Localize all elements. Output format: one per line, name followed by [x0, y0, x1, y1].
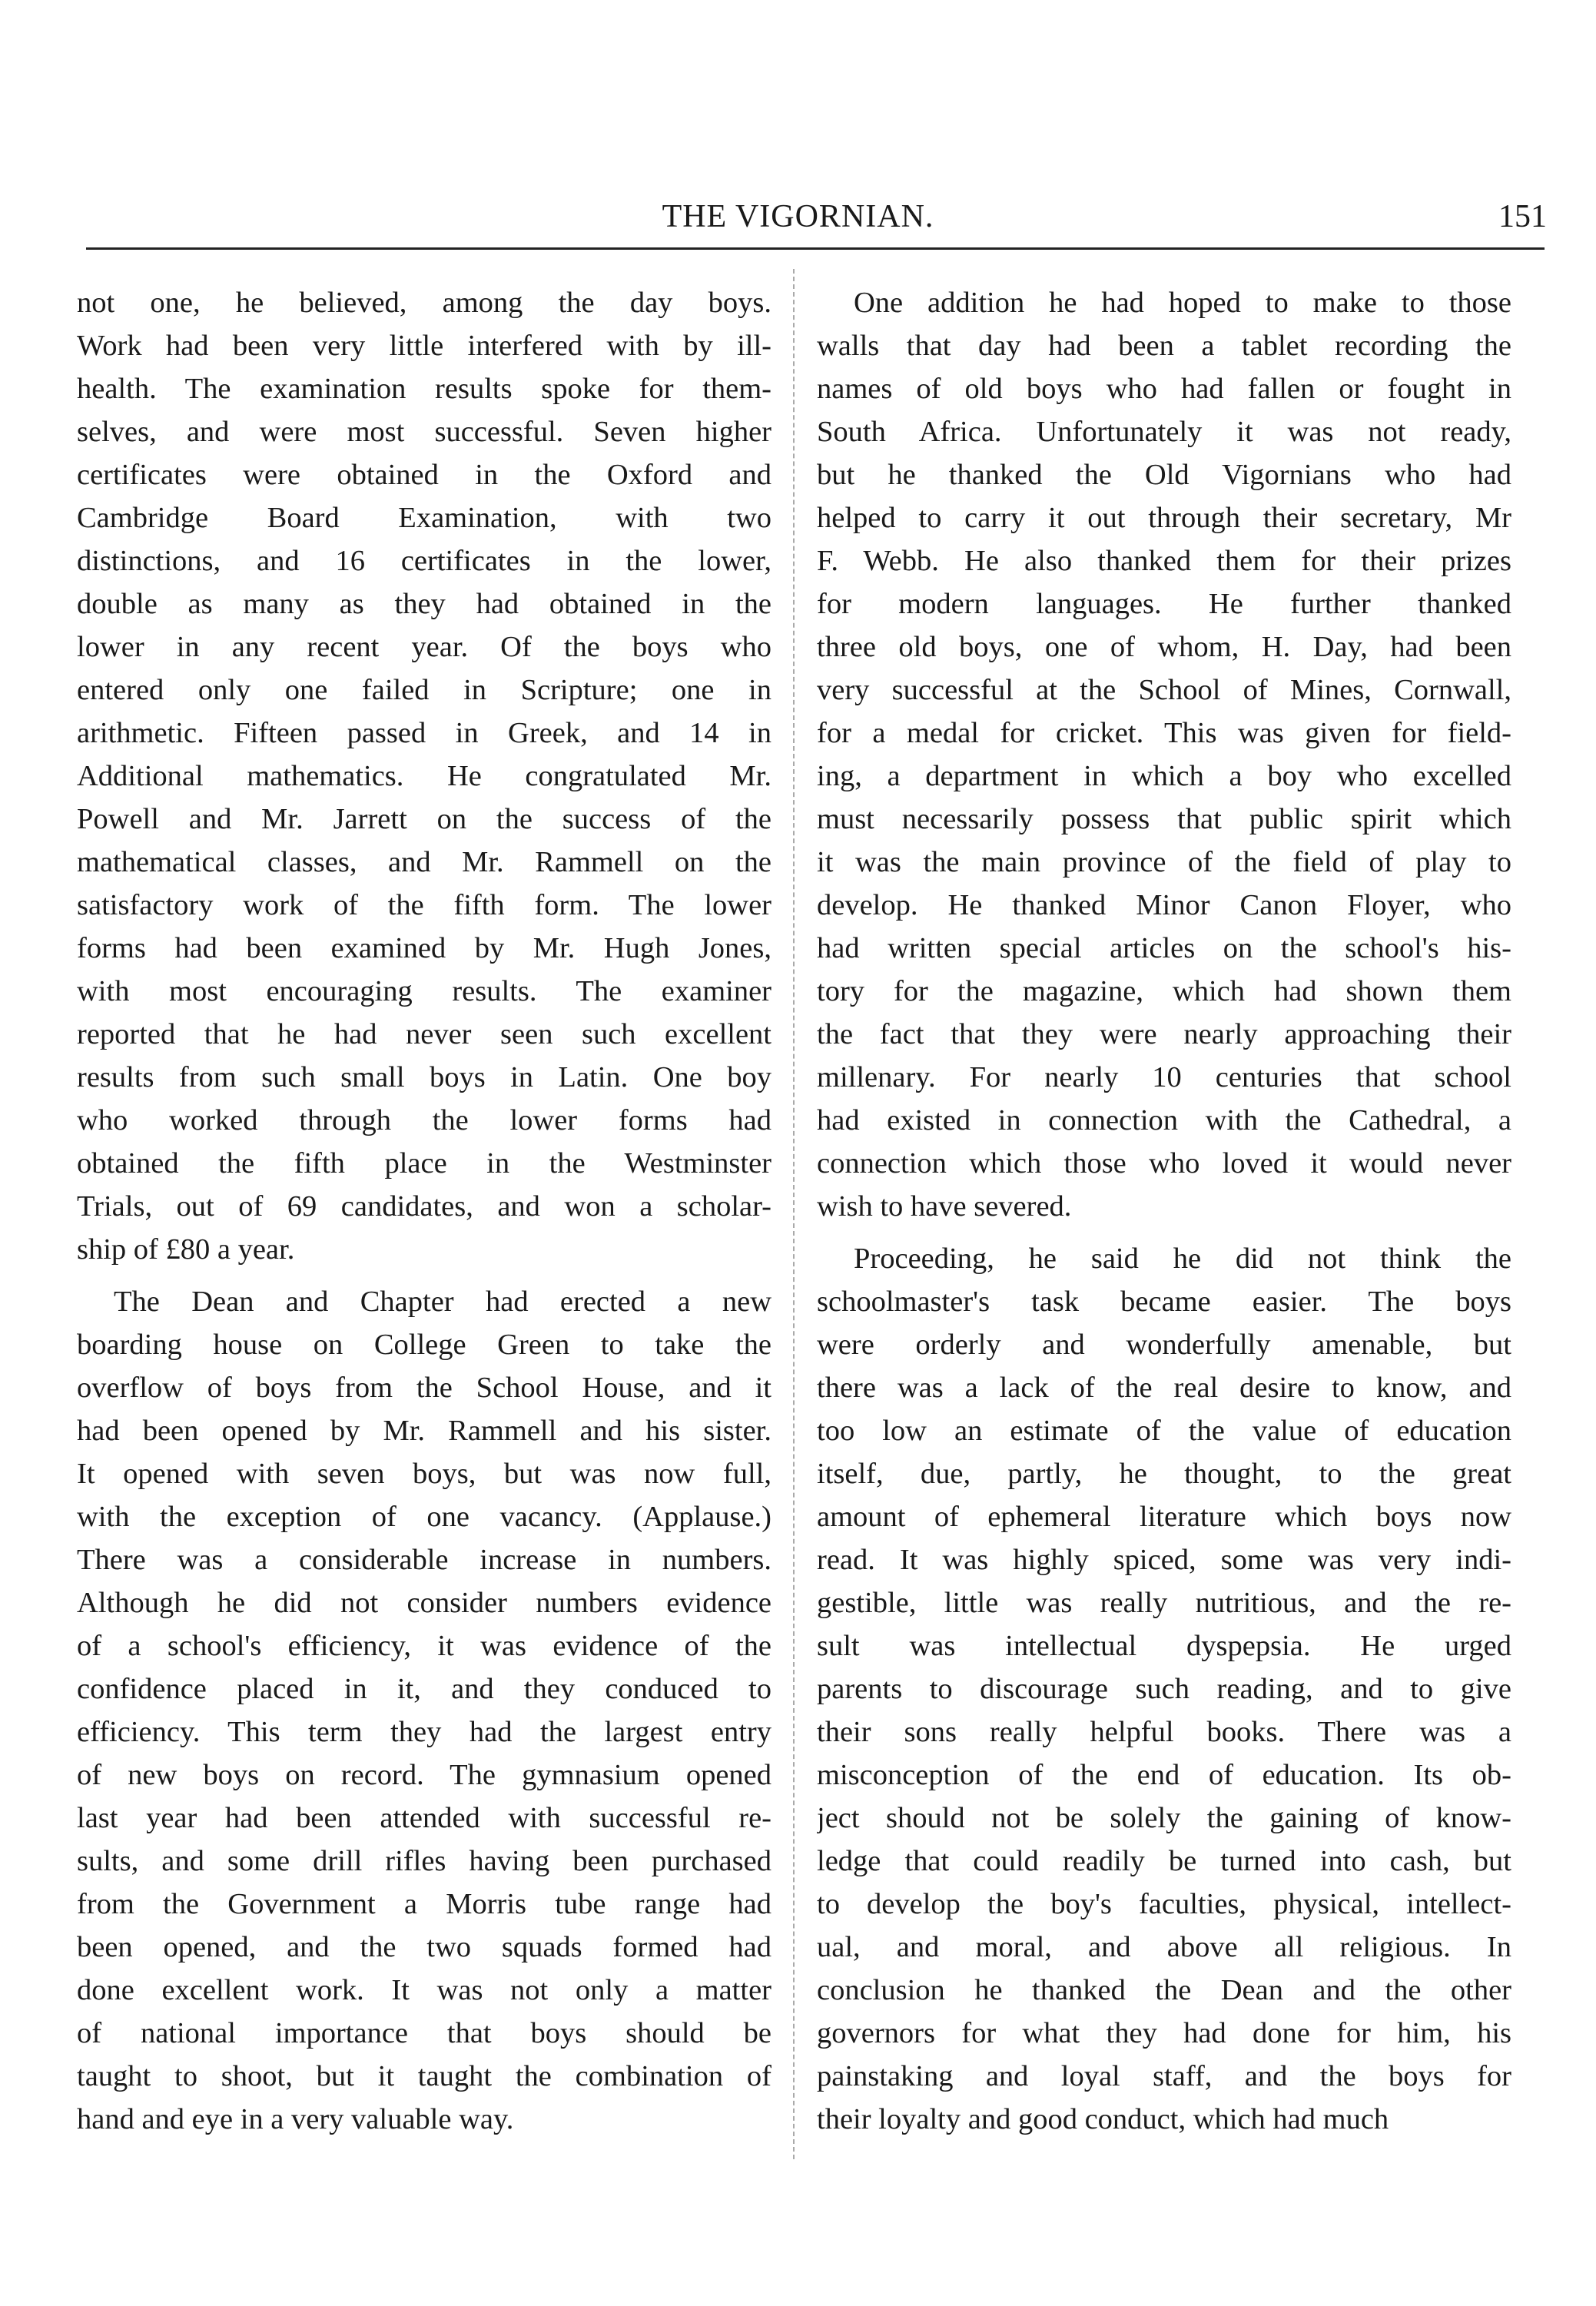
text-line: with most encouraging results. The examiner [77, 975, 771, 1007]
text-line: three old boys, one of whom, H. Day, had been [817, 631, 1511, 663]
text-line: ship of £80 a year. [77, 1233, 295, 1266]
text-line: efficiency. This term they had the largest entry [77, 1716, 771, 1748]
paragraph [77, 281, 771, 1271]
text-line: health. The examination results spoke for them- [77, 373, 771, 405]
text-line: selves, and were most successful. Seven higher [77, 416, 771, 448]
running-head-title: THE VIGORNIAN. [662, 199, 934, 234]
text-line: arithmetic. Fifteen passed in Greek, and 14 in [77, 717, 771, 749]
text-line: South Africa. Unfortunately it was not ready, [817, 416, 1511, 448]
text-line: mathematical classes, and Mr. Rammell on the [77, 846, 771, 878]
text-line: helped to carry it out through their secretary, Mr [817, 502, 1511, 534]
text-line: Trials, out of 69 candidates, and won a scholar- [77, 1190, 771, 1223]
text-line: of new boys on record. The gymnasium opened [77, 1759, 771, 1791]
text-line: for modern languages. He further thanked [817, 588, 1511, 620]
paragraph [817, 281, 1511, 1228]
text-line: One addition he had hoped to make to those [854, 287, 1511, 319]
text-line: done excellent work. It was not only a matter [77, 1974, 771, 2006]
text-line: were orderly and wonderfully amenable, but [817, 1329, 1511, 1361]
text-line: sults, and some drill rifles having been purchased [77, 1845, 771, 1877]
text-line: walls that day had been a tablet recording the [817, 330, 1511, 362]
text-line: Cambridge Board Examination, with two [77, 502, 771, 534]
text-line: Additional mathematics. He congratulated Mr. [77, 760, 771, 792]
text-line: from the Government a Morris tube range had [77, 1888, 771, 1920]
text-line: Proceeding, he said he did not think the [854, 1243, 1511, 1275]
text-line: of national importance that boys should be [77, 2017, 771, 2049]
text-line: connection which those who loved it would never [817, 1147, 1511, 1180]
text-line: had written special articles on the school's his- [817, 932, 1511, 964]
text-line: overflow of boys from the School House, and it [77, 1372, 771, 1404]
text-line: their loyalty and good conduct, which had much [817, 2103, 1389, 2135]
text-line: must necessarily possess that public spirit which [817, 803, 1511, 835]
text-line: to develop the boy's faculties, physical, intellect- [817, 1888, 1511, 1920]
text-line: not one, he believed, among the day boys. [77, 287, 771, 319]
text-line: lower in any recent year. Of the boys who [77, 631, 771, 663]
text-line: governors for what they had done for him, his [817, 2017, 1511, 2049]
text-line: there was a lack of the real desire to know, and [817, 1372, 1511, 1404]
text-line: The Dean and Chapter had erected a new [114, 1286, 771, 1318]
text-line: ing, a department in which a boy who excelled [817, 760, 1511, 792]
text-line: forms had been examined by Mr. Hugh Jones, [77, 932, 771, 964]
text-line: had been opened by Mr. Rammell and his sister. [77, 1415, 771, 1447]
text-line: Powell and Mr. Jarrett on the success of the [77, 803, 771, 835]
text-line: taught to shoot, but it taught the combination of [77, 2060, 771, 2092]
text-line: been opened, and the two squads formed had [77, 1931, 771, 1963]
text-line: Although he did not consider numbers evidence [77, 1587, 771, 1619]
text-line: parents to discourage such reading, and to give [817, 1673, 1511, 1705]
text-line: very successful at the School of Mines, Cornwall, [817, 674, 1511, 706]
text-line: with the exception of one vacancy. (Applause.) [77, 1501, 771, 1533]
paragraph [817, 1237, 1511, 2141]
text-line: tory for the magazine, which had shown them [817, 975, 1511, 1007]
text-line: names of old boys who had fallen or fought in [817, 373, 1511, 405]
text-line: too low an estimate of the value of education [817, 1415, 1511, 1447]
text-line: entered only one failed in Scripture; one in [77, 674, 771, 706]
text-line: certificates were obtained in the Oxford and [77, 459, 771, 491]
text-line: last year had been attended with successful re- [77, 1802, 771, 1834]
text-line: develop. He thanked Minor Canon Floyer, who [817, 889, 1511, 921]
text-line: ject should not be solely the gaining of know- [817, 1802, 1511, 1834]
text-line: of a school's efficiency, it was evidence of the [77, 1630, 771, 1662]
text-line: millenary. For nearly 10 centuries that school [817, 1061, 1511, 1093]
text-line: obtained the fifth place in the Westminster [77, 1147, 771, 1180]
text-line: for a medal for cricket. This was given for field- [817, 717, 1511, 749]
text-line: There was a considerable increase in numbers. [77, 1544, 771, 1576]
text-line: painstaking and loyal staff, and the boys for [817, 2060, 1511, 2092]
text-line: results from such small boys in Latin. One boy [77, 1061, 771, 1093]
text-line: conclusion he thanked the Dean and the other [817, 1974, 1511, 2006]
text-line: amount of ephemeral literature which boys now [817, 1501, 1511, 1533]
text-line: sult was intellectual dyspepsia. He urged [817, 1630, 1511, 1662]
page-number: 151 [1498, 199, 1547, 234]
text-line: reported that he had never seen such excellent [77, 1018, 771, 1050]
text-line: ledge that could readily be turned into cash, but [817, 1845, 1511, 1877]
text-line: hand and eye in a very valuable way. [77, 2103, 514, 2135]
text-line: their sons really helpful books. There was a [817, 1716, 1511, 1748]
right-column [817, 281, 1511, 2150]
text-line: It opened with seven boys, but was now full, [77, 1458, 771, 1490]
column-divider [793, 269, 795, 2159]
text-line: but he thanked the Old Vigornians who had [817, 459, 1511, 491]
text-line: itself, due, partly, he thought, to the great [817, 1458, 1511, 1490]
text-line: who worked through the lower forms had [77, 1104, 771, 1136]
text-line: Work had been very little interfered with by ill- [77, 330, 771, 362]
text-line: the fact that they were nearly approaching their [817, 1018, 1511, 1050]
text-line: distinctions, and 16 certificates in the lower, [77, 545, 771, 577]
paragraph [77, 1280, 771, 2141]
text-line: satisfactory work of the fifth form. The lower [77, 889, 771, 921]
text-line: wish to have severed. [817, 1190, 1072, 1223]
text-line: it was the main province of the field of play to [817, 846, 1511, 878]
text-line: confidence placed in it, and they conduced to [77, 1673, 771, 1705]
text-line: gestible, little was really nutritious, and the re- [817, 1587, 1511, 1619]
text-line: had existed in connection with the Cathedral, a [817, 1104, 1511, 1136]
text-line: double as many as they had obtained in the [77, 588, 771, 620]
text-line: schoolmaster's task became easier. The boys [817, 1286, 1511, 1318]
text-line: read. It was highly spiced, some was very indi- [817, 1544, 1511, 1576]
text-line: F. Webb. He also thanked them for their prizes [817, 545, 1511, 577]
text-line: misconception of the end of education. Its ob- [817, 1759, 1511, 1791]
header-rule [86, 247, 1545, 250]
text-line: ual, and moral, and above all religious. In [817, 1931, 1511, 1963]
text-line: boarding house on College Green to take the [77, 1329, 771, 1361]
left-column [77, 281, 771, 2150]
